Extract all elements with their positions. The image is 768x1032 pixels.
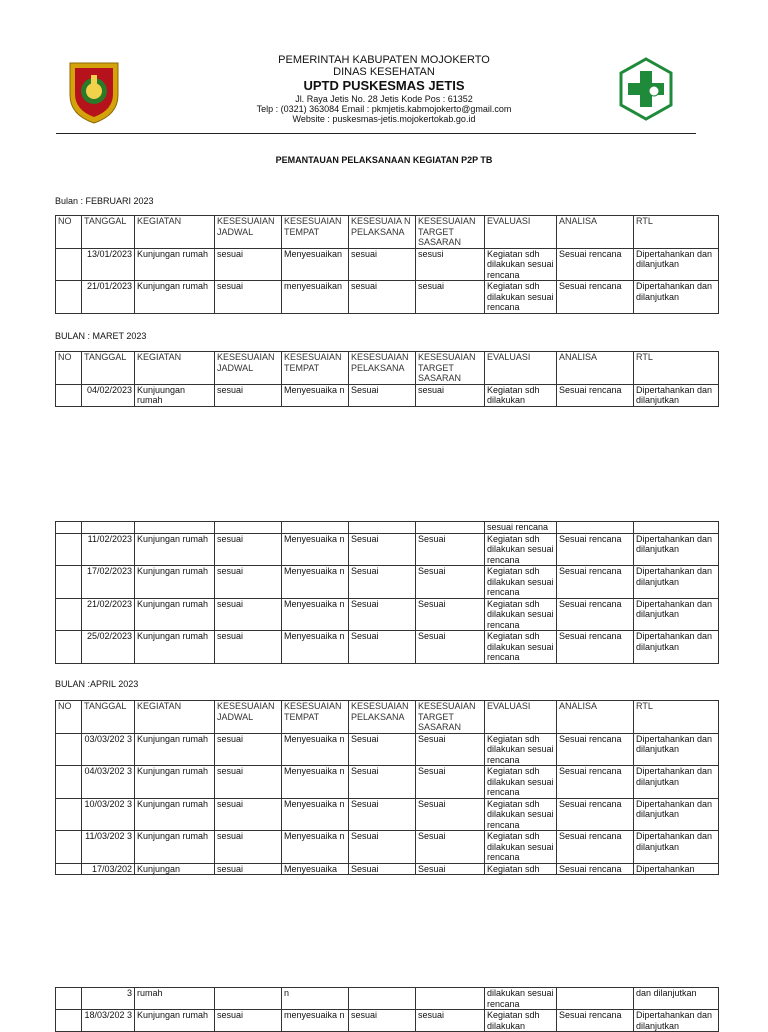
table-row: [56, 733, 719, 766]
column-header: ANALISA: [557, 352, 634, 385]
column-header: KESESUAIA N PELAKSANA: [349, 216, 416, 249]
table-cell: Sesuai rencana: [557, 384, 634, 406]
table-row: [56, 798, 719, 831]
government-name: PEMERINTAH KABUPATEN MOJOKERTO: [278, 54, 490, 66]
table-cell: Sesuai: [416, 798, 485, 831]
table-cell: [56, 831, 82, 864]
column-header: ANALISA: [557, 701, 634, 734]
table-cell: Sesuai: [416, 566, 485, 599]
table-cell: sesuai: [349, 1010, 416, 1032]
regency-emblem-icon: [66, 57, 122, 125]
table-cell: sesuai rencana: [485, 522, 557, 534]
table-cell: Kegiatan sdh dilakukan sesuai rencana: [485, 533, 557, 566]
table-cell: Sesuai rencana: [557, 248, 634, 281]
table-cell: Kunjungan rumah: [135, 631, 215, 664]
table-cell: Sesuai: [349, 766, 416, 799]
table-row: [56, 281, 719, 314]
table-cell: Sesuai: [349, 631, 416, 664]
table-row: [56, 533, 719, 566]
table-cell: Sesuai rencana: [557, 631, 634, 664]
column-header: KESESUAIAN JADWAL: [215, 701, 282, 734]
table-cell: Menyesuaika n: [282, 384, 349, 406]
letterhead-text: [180, 54, 588, 124]
table-cell: [56, 766, 82, 799]
table-cell: [215, 988, 282, 1010]
column-header: KEGIATAN: [135, 352, 215, 385]
table-cell: sesuai: [215, 566, 282, 599]
table-cell: Kunjuungan rumah: [135, 384, 215, 406]
table-cell: [557, 988, 634, 1010]
table-cell: [416, 522, 485, 534]
table-cell: Dipertahankan dan dilanjutkan: [634, 598, 719, 631]
table-cell: sesuai: [416, 281, 485, 314]
table-cell: sesuai: [215, 766, 282, 799]
table-row: [56, 766, 719, 799]
table-cell: [56, 598, 82, 631]
table-cell: Sesuai rencana: [557, 766, 634, 799]
table-cell: [557, 522, 634, 534]
puskesmas-cross-icon: [618, 57, 674, 121]
table-body-march: [56, 352, 719, 407]
table-cell: Dipertahankan dan dilanjutkan: [634, 631, 719, 664]
table-cell: Sesuai: [349, 566, 416, 599]
letterhead: [0, 0, 768, 140]
table-body-march-continued: [56, 522, 719, 664]
table-cell: sesuai: [215, 598, 282, 631]
table-cell: 11/02/2023: [82, 533, 135, 566]
table-cell: Menyesuaikan: [282, 248, 349, 281]
column-header: NO: [56, 352, 82, 385]
table-cell: sesuai: [215, 281, 282, 314]
table-cell: Kunjungan rumah: [135, 831, 215, 864]
table-cell: Kunjungan rumah: [135, 566, 215, 599]
table-cell: sesuai: [215, 733, 282, 766]
column-header: NO: [56, 701, 82, 734]
table-cell: sesuai: [215, 831, 282, 864]
table-cell: 13/01/2023: [82, 248, 135, 281]
table-cell: 04/03/202 3: [82, 766, 135, 799]
table-cell: Kegiatan sdh dilakukan sesuai rencana: [485, 733, 557, 766]
table-cell: [56, 384, 82, 406]
table-cell: Sesuai rencana: [557, 281, 634, 314]
table-row: [56, 1010, 719, 1032]
column-header: NO: [56, 216, 82, 249]
table-cell: 21/02/2023: [82, 598, 135, 631]
table-cell: [56, 522, 82, 534]
table-april: [55, 700, 719, 875]
table-cell: Kunjungan rumah: [135, 798, 215, 831]
month-label-april: BULAN :APRIL 2023: [55, 679, 139, 689]
table-cell: Sesuai: [349, 863, 416, 875]
table-cell: Kunjungan rumah: [135, 248, 215, 281]
column-header: KESESUAIAN TEMPAT: [282, 701, 349, 734]
website: Website : puskesmas-jetis.mojokertokab.go.id: [292, 114, 476, 124]
table-cell: sesuai: [416, 1010, 485, 1032]
table-cell: [135, 522, 215, 534]
table-cell: 17/03/202: [82, 863, 135, 875]
table-cell: menyesuaikan: [282, 281, 349, 314]
table-cell: 18/03/202 3: [82, 1010, 135, 1032]
table-cell: menyesuaika n: [282, 1010, 349, 1032]
table-cell: 03/03/202 3: [82, 733, 135, 766]
table-cell: Kegiatan sdh dilakukan sesuai rencana: [485, 631, 557, 664]
table-cell: sesuai: [215, 533, 282, 566]
table-cell: sesuai: [215, 384, 282, 406]
table-cell: Sesuai: [416, 631, 485, 664]
column-header: TANGGAL: [82, 352, 135, 385]
department-name: DINAS KESEHATAN: [333, 66, 435, 78]
organization-name: UPTD PUSKESMAS JETIS: [303, 78, 465, 93]
table-cell: Sesuai rencana: [557, 1010, 634, 1032]
column-header: KESESUAIAN TARGET SASARAN: [416, 701, 485, 734]
table-cell: Sesuai: [416, 831, 485, 864]
table-row: [56, 598, 719, 631]
table-cell: Kunjungan rumah: [135, 766, 215, 799]
table-cell: sesuai: [215, 631, 282, 664]
table-cell: Dipertahankan dan dilanjutkan: [634, 248, 719, 281]
table-body-february: [56, 216, 719, 314]
table-february: [55, 215, 719, 314]
table-cell: Sesuai rencana: [557, 798, 634, 831]
table-cell: Sesuai: [416, 766, 485, 799]
table-cell: Sesuai: [416, 863, 485, 875]
table-cell: Dipertahankan dan dilanjutkan: [634, 1010, 719, 1032]
table-cell: Kunjungan: [135, 863, 215, 875]
table-cell: [282, 522, 349, 534]
column-header: RTL: [634, 352, 719, 385]
table-cell: Dipertahankan dan dilanjutkan: [634, 566, 719, 599]
table-cell: [56, 1010, 82, 1032]
table-cell: Dipertahankan dan dilanjutkan: [634, 384, 719, 406]
table-cell: 3: [82, 988, 135, 1010]
table-cell: Menyesuaika n: [282, 766, 349, 799]
table-row: [56, 988, 719, 1010]
table-cell: sesusi: [416, 248, 485, 281]
table-cell: Sesuai: [349, 733, 416, 766]
column-header: KESESUAIAN TEMPAT: [282, 216, 349, 249]
table-cell: dan dilanjutkan: [634, 988, 719, 1010]
column-header: KESESUAIAN TARGET SASARAN: [416, 216, 485, 249]
table-cell: [56, 281, 82, 314]
table-cell: [56, 631, 82, 664]
table-cell: n: [282, 988, 349, 1010]
table-cell: Kunjungan rumah: [135, 1010, 215, 1032]
table-cell: [56, 988, 82, 1010]
column-header: ANALISA: [557, 216, 634, 249]
column-header: KESESUAIAN TARGET SASARAN: [416, 352, 485, 385]
table-cell: dilakukan sesuai rencana: [485, 988, 557, 1010]
table-cell: sesuai: [349, 281, 416, 314]
column-header: KESESUAIAN JADWAL: [215, 216, 282, 249]
column-header: EVALUASI: [485, 216, 557, 249]
table-cell: Menyesuaika n: [282, 566, 349, 599]
table-cell: Menyesuaika n: [282, 631, 349, 664]
table-row: [56, 384, 719, 406]
table-cell: Sesuai: [349, 598, 416, 631]
table-cell: [56, 733, 82, 766]
column-header: KEGIATAN: [135, 216, 215, 249]
column-header: KESESUAIAN TEMPAT: [282, 352, 349, 385]
table-cell: 17/02/2023: [82, 566, 135, 599]
table-cell: Kegiatan sdh dilakukan: [485, 384, 557, 406]
table-cell: Sesuai rencana: [557, 831, 634, 864]
table-cell: Dipertahankan dan dilanjutkan: [634, 798, 719, 831]
table-cell: Kegiatan sdh dilakukan: [485, 1010, 557, 1032]
table-cell: Dipertahankan dan dilanjutkan: [634, 533, 719, 566]
column-header: TANGGAL: [82, 216, 135, 249]
table-row: [56, 248, 719, 281]
column-header: TANGGAL: [82, 701, 135, 734]
table-cell: [634, 522, 719, 534]
table-cell: rumah: [135, 988, 215, 1010]
table-row: [56, 522, 719, 534]
table-cell: sesuai: [349, 248, 416, 281]
table-cell: [416, 988, 485, 1010]
table-cell: Sesuai rencana: [557, 533, 634, 566]
table-cell: Kunjungan rumah: [135, 533, 215, 566]
table-cell: Sesuai: [416, 598, 485, 631]
address: Jl. Raya Jetis No. 28 Jetis Kode Pos : 61352: [295, 94, 473, 104]
table-cell: Dipertahankan: [634, 863, 719, 875]
table-cell: 10/03/202 3: [82, 798, 135, 831]
table-cell: Sesuai: [349, 798, 416, 831]
table-body-april-continued: [56, 988, 719, 1032]
header-row: [56, 701, 719, 734]
column-header: RTL: [634, 216, 719, 249]
table-cell: sesuai: [215, 863, 282, 875]
table-cell: [56, 798, 82, 831]
table-cell: [349, 522, 416, 534]
table-cell: Kunjungan rumah: [135, 598, 215, 631]
table-cell: 11/03/202 3: [82, 831, 135, 864]
month-label-february: Bulan : FEBRUARI 2023: [55, 196, 154, 206]
table-cell: Kegiatan sdh dilakukan sesuai rencana: [485, 831, 557, 864]
table-row: [56, 631, 719, 664]
table-cell: [56, 566, 82, 599]
table-cell: [82, 522, 135, 534]
table-cell: sesuai: [215, 798, 282, 831]
table-cell: [56, 248, 82, 281]
column-header: KESESUAIAN JADWAL: [215, 352, 282, 385]
table-cell: Menyesuaika: [282, 863, 349, 875]
table-cell: Kegiatan sdh dilakukan sesuai rencana: [485, 766, 557, 799]
table-cell: Kegiatan sdh: [485, 863, 557, 875]
table-cell: Menyesuaika n: [282, 798, 349, 831]
table-cell: Kegiatan sdh dilakukan sesuai rencana: [485, 798, 557, 831]
column-header: KESESUAIAN PELAKSANA: [349, 352, 416, 385]
table-cell: [56, 863, 82, 875]
table-cell: sesuai: [416, 384, 485, 406]
column-header: EVALUASI: [485, 352, 557, 385]
table-cell: Kegiatan sdh dilakukan sesuai rencana: [485, 598, 557, 631]
table-cell: 25/02/2023: [82, 631, 135, 664]
table-cell: Menyesuaika n: [282, 598, 349, 631]
table-row: [56, 566, 719, 599]
header-row: [56, 352, 719, 385]
header-row: [56, 216, 719, 249]
table-cell: Sesuai: [349, 384, 416, 406]
table-cell: Kegiatan sdh dilakukan sesuai rencana: [485, 248, 557, 281]
table-march: [55, 351, 719, 407]
column-header: EVALUASI: [485, 701, 557, 734]
table-cell: Kunjungan rumah: [135, 281, 215, 314]
table-cell: Sesuai: [349, 831, 416, 864]
table-cell: sesuai: [215, 1010, 282, 1032]
header-divider: [56, 133, 696, 134]
table-row: [56, 831, 719, 864]
table-cell: Dipertahankan dan dilanjutkan: [634, 733, 719, 766]
table-cell: [349, 988, 416, 1010]
table-cell: sesuai: [215, 248, 282, 281]
table-april-continued: [55, 987, 719, 1032]
table-cell: [56, 533, 82, 566]
column-header: KESESUAIAN PELAKSANA: [349, 701, 416, 734]
table-cell: Sesuai rencana: [557, 566, 634, 599]
table-cell: Kegiatan sdh dilakukan sesuai rencana: [485, 566, 557, 599]
document-title: PEMANTAUAN PELAKSANAAN KEGIATAN P2P TB: [275, 155, 493, 165]
table-cell: Kegiatan sdh dilakukan sesuai rencana: [485, 281, 557, 314]
table-cell: Sesuai: [416, 733, 485, 766]
table-cell: Sesuai rencana: [557, 863, 634, 875]
table-cell: [215, 522, 282, 534]
column-header: KEGIATAN: [135, 701, 215, 734]
table-cell: Menyesuaika n: [282, 533, 349, 566]
table-cell: Menyesuaika n: [282, 831, 349, 864]
table-cell: Dipertahankan dan dilanjutkan: [634, 831, 719, 864]
table-cell: Dipertahankan dan dilanjutkan: [634, 281, 719, 314]
month-label-march: BULAN : MARET 2023: [55, 331, 147, 341]
table-cell: Sesuai rencana: [557, 733, 634, 766]
table-cell: Dipertahankan dan dilanjutkan: [634, 766, 719, 799]
table-cell: Sesuai rencana: [557, 598, 634, 631]
table-cell: Sesuai: [416, 533, 485, 566]
table-body-april: [56, 701, 719, 875]
column-header: RTL: [634, 701, 719, 734]
table-cell: Sesuai: [349, 533, 416, 566]
table-cell: Menyesuaika n: [282, 733, 349, 766]
table-row: [56, 863, 719, 875]
contact: Telp : (0321) 363084 Email : pkmjetis.kabmojokerto@gmail.com: [256, 104, 512, 114]
table-march-continued: [55, 521, 719, 664]
table-cell: Kunjungan rumah: [135, 733, 215, 766]
table-cell: 04/02/2023: [82, 384, 135, 406]
table-cell: 21/01/2023: [82, 281, 135, 314]
